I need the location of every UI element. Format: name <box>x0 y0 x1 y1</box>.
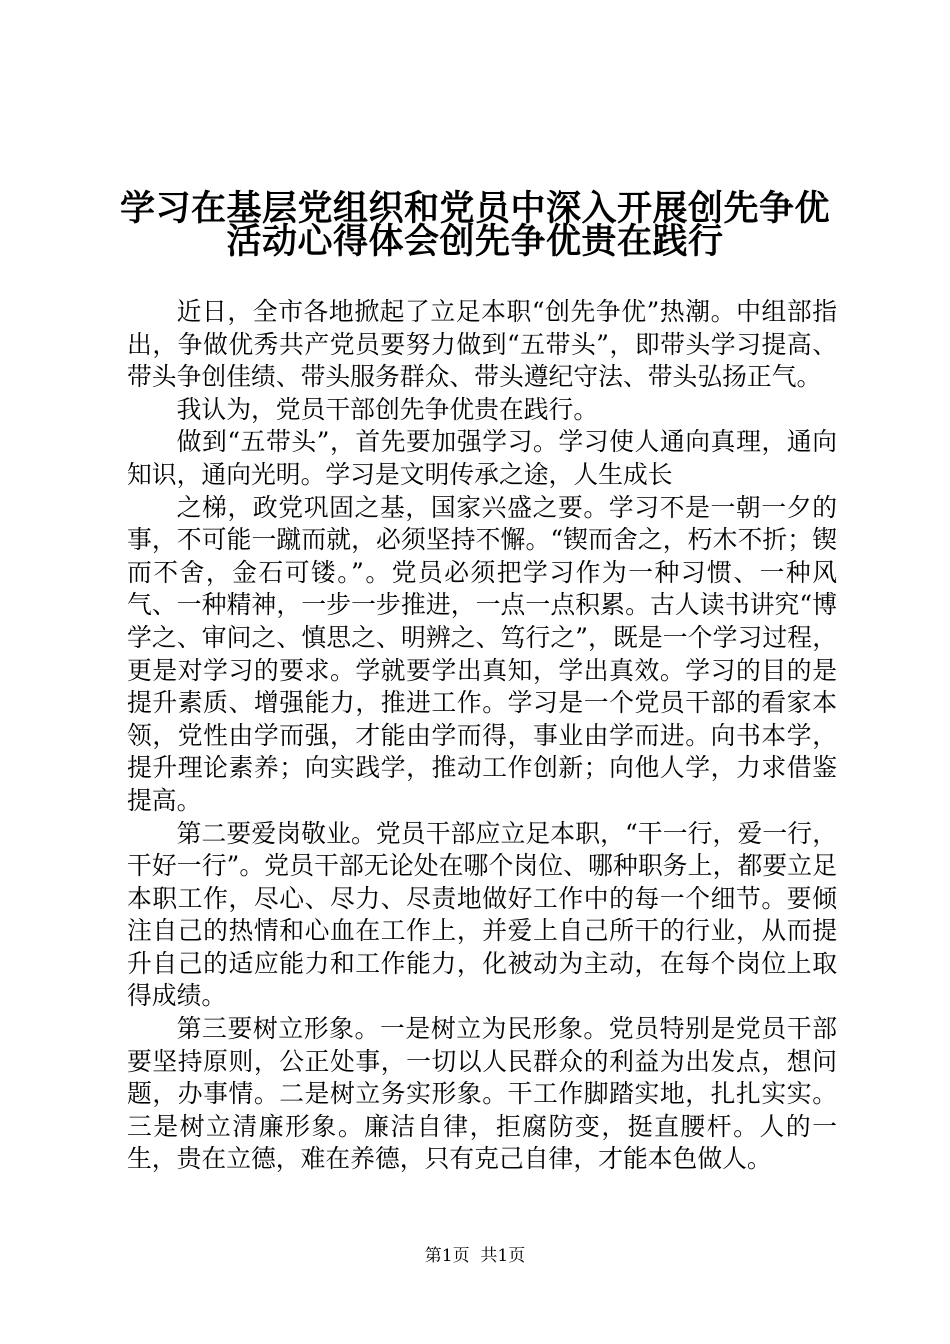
document-title-line-2: 活动心得体会创先争优贵在践行 <box>226 222 724 262</box>
document-title-line-1: 学习在基层党组织和党员中深入开展创先争优 <box>119 189 830 229</box>
paragraph-intro: 近日，全市各地掀起了立足本职“创先争优”热潮。中组部指出，争做优秀共产党员要努力做到“五带头”，即带头学习提高、带头争创佳绩、带头服务群众、带头遵纪守法、带头弘扬正气。 <box>127 297 837 392</box>
page-footer: 第1页 共1页 <box>424 1246 526 1266</box>
paragraph-dedication: 第二要爱岗敬业。党员干部应立足本职，“干一行，爱一行，干好一行”。党员干部无论处在哪个岗位、哪种职务上，都要立足本职工作，尽心、尽力、尽责地做好工作中的每一个细节。要倾注自己的热情和心血在工作上，并爱上自己所干的行业，从而提升自己的适应能力和工作能力，化被动为主动，在每个岗位上取得成绩。 <box>127 818 837 1011</box>
paragraph-study: 做到“五带头”，首先要加强学习。学习使人通向真理，通向知识，通向光明。学习是文明传承之途，人生成长 <box>127 427 837 489</box>
document-body <box>127 296 837 1176</box>
paragraph-study-continued: 之梯，政党巩固之基，国家兴盛之要。学习不是一朝一夕的事，不可能一蹴而就，必须坚持不懈。“锲而舍之，朽木不折；锲而不舍，金石可镂。”。党员必须把学习作为一种习惯、一种风气、一种精神，一步一步推进，一点一点积累。古人读书讲究“博学之、审问之、慎思之、明辨之、笃行之”，既是一个学习过程，更是对学习的要求。学就要学出真知，学出真效。学习的目的是提升素质、增强能力，推进工作。学习是一个党员干部的看家本领，党性由学而强，才能由学而得，事业由学而进。向书本学，提升理论素养；向实践学，推动工作创新；向他人学，力求借鉴提高。 <box>127 492 837 815</box>
paragraph-image: 第三要树立形象。一是树立为民形象。党员特别是党员干部要坚持原则，公正处事，一切以人民群众的利益为出发点，想问题，办事情。二是树立务实形象。干工作脚踏实地，扎扎实实。三是树立清廉形象。廉洁自律，拒腐防变，挺直腰杆。人的一生，贵在立德，难在养德，只有克己自律，才能本色做人。 <box>127 1014 837 1174</box>
paragraph-opinion: 我认为，党员干部创先争优贵在践行。 <box>176 394 599 424</box>
